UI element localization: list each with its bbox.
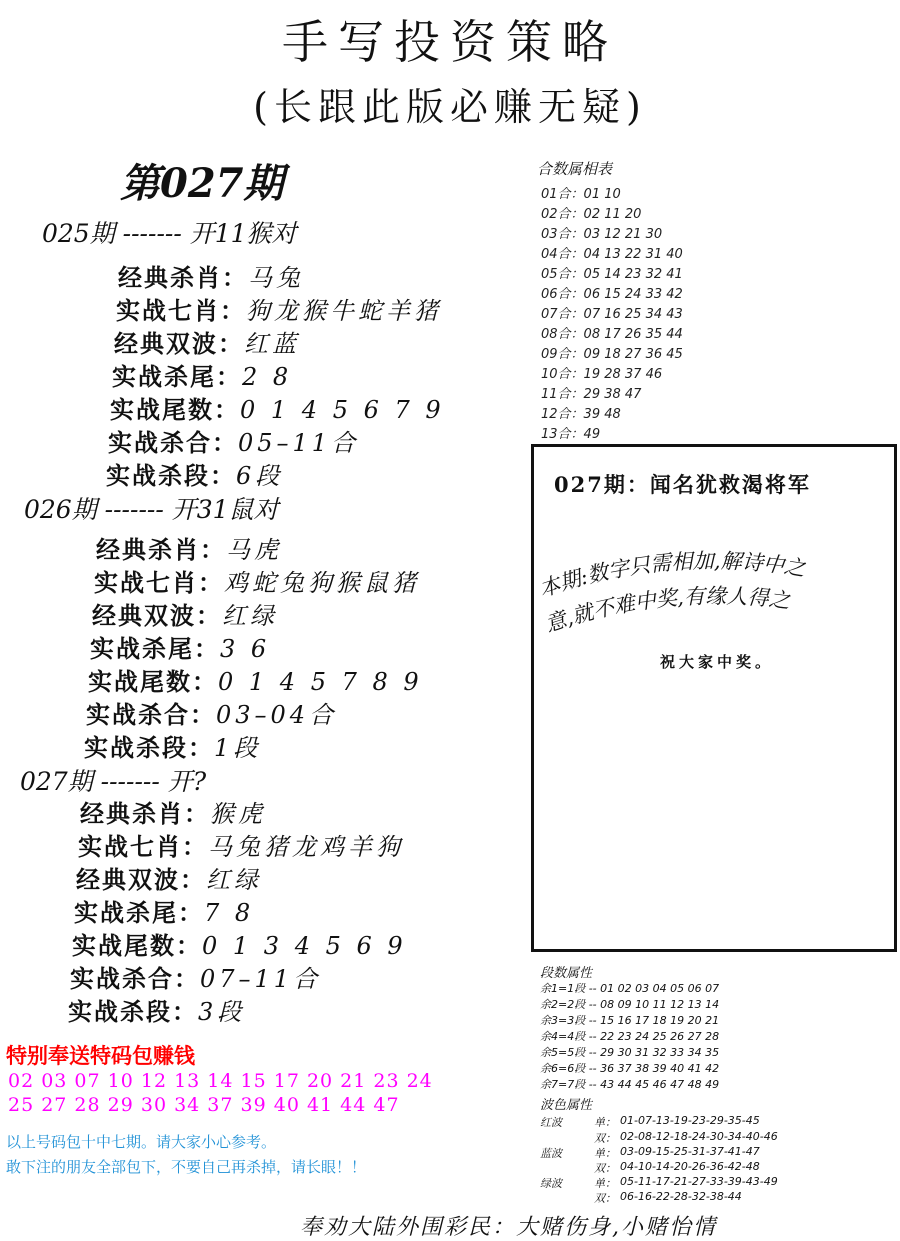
segment-row: 余7=7段 -- 43 44 45 46 47 48 49 [540, 1078, 720, 1091]
he-table-row: 03合：03 12 21 30 [541, 227, 663, 242]
he-table-row: 05合：05 14 23 32 41 [541, 267, 683, 282]
wave-row: 绿波 单： 05-11-17-21-27-33-39-43-49 [540, 1175, 778, 1190]
row-kill-sum: 实战杀合：05–11合 [108, 428, 360, 457]
row-kill-zodiac: 经典杀肖：马兔 [118, 263, 304, 292]
he-table-row: 06合：06 15 24 33 42 [541, 287, 683, 302]
page-title: 手写投资策略 [282, 15, 618, 69]
row-kill-zodiac: 经典杀肖：猴虎 [80, 799, 266, 828]
row-kill-zodiac: 经典杀肖：马虎 [96, 535, 282, 564]
row-kill-tail: 实战杀尾：2 8 [112, 362, 293, 391]
row-double-wave: 经典双波：红蓝 [114, 329, 300, 358]
period-head-027: 027期 ------- 开? [20, 767, 207, 796]
riddle-poem [534, 447, 900, 647]
segment-row: 余6=6段 -- 36 37 38 39 40 41 42 [540, 1062, 720, 1075]
segment-row: 余3=3段 -- 15 16 17 18 19 20 21 [540, 1014, 720, 1027]
row-tail-numbers: 实战尾数：0 1 4 5 6 7 9 [110, 395, 445, 424]
he-table-row: 08合：08 17 26 35 44 [541, 327, 683, 342]
notice-line-2: 敢下注的朋友全部包下，不要自己再杀掉，请长眼！！ [6, 1158, 367, 1176]
segment-row: 余5=5段 -- 29 30 31 32 33 34 35 [540, 1046, 720, 1059]
row-seven-zodiac: 实战七肖：马兔猪龙鸡羊狗 [78, 832, 404, 861]
he-table-row: 13合：49 [541, 427, 601, 442]
he-table-row: 02合：02 11 20 [541, 207, 642, 222]
row-double-wave: 经典双波：红绿 [92, 601, 278, 630]
row-kill-tail: 实战杀尾：3 6 [90, 634, 271, 663]
segment-row: 余2=2段 -- 08 09 10 11 12 13 14 [540, 998, 720, 1011]
row-seven-zodiac: 实战七肖：狗龙猴牛蛇羊猪 [116, 296, 442, 325]
poem-line-1: 本期:数字只需相加,解诗中之 [536, 548, 807, 602]
he-table-row: 07合：07 16 25 34 43 [541, 307, 683, 322]
blessing-text: 祝大家中奖。 [659, 653, 774, 671]
row-kill-segment: 实战杀段：6段 [106, 461, 284, 490]
special-numbers-line-1: 02 03 07 10 12 13 14 15 17 20 21 23 24 [8, 1070, 433, 1092]
he-table-row: 12合：39 48 [541, 407, 621, 422]
issue-title: 第027期 [120, 160, 284, 207]
special-numbers-line-2: 25 27 28 29 30 34 37 39 40 41 44 47 [8, 1094, 400, 1116]
he-table-row: 01合：01 10 [541, 187, 621, 202]
period-head-026: 026期 ------- 开31鼠对 [24, 495, 279, 524]
segment-row: 余1=1段 -- 01 02 03 04 05 06 07 [540, 982, 720, 995]
row-tail-numbers: 实战尾数：0 1 4 5 7 8 9 [88, 667, 423, 696]
segment-title: 段数属性 [540, 966, 593, 981]
page-subtitle: (长跟此版必赚无疑) [253, 85, 647, 129]
special-title: 特别奉送特码包赚钱 [6, 1043, 195, 1068]
he-table-row: 04合：04 13 22 31 40 [541, 247, 683, 262]
riddle-box [531, 444, 897, 952]
wave-row: 蓝波 单： 03-09-15-25-31-37-41-47 [540, 1145, 760, 1160]
row-seven-zodiac: 实战七肖：鸡蛇兔狗猴鼠猪 [94, 568, 420, 597]
row-kill-sum: 实战杀合：07–11合 [70, 964, 322, 993]
footer-text: 奉劝大陆外围彩民：大赌伤身,小赌怡情 [300, 1215, 717, 1240]
he-table-row: 10合：19 28 37 46 [541, 367, 663, 382]
row-kill-segment: 实战杀段：1段 [84, 733, 262, 762]
segment-row: 余4=4段 -- 22 23 24 25 26 27 28 [540, 1030, 720, 1043]
row-kill-sum: 实战杀合：03–04合 [86, 700, 338, 729]
row-tail-numbers: 实战尾数：0 1 3 4 5 6 9 [72, 931, 407, 960]
wave-title: 波色属性 [540, 1098, 593, 1113]
row-double-wave: 经典双波：红绿 [76, 865, 262, 894]
wave-row: 红波 单： 01-07-13-19-23-29-35-45 [540, 1114, 760, 1129]
he-table-row: 09合：09 18 27 36 45 [541, 347, 683, 362]
period-head-025: 025期 ------- 开11猴对 [42, 219, 297, 248]
riddle-title: 027期：闻名犹救渴将军 [554, 472, 811, 497]
notice-line-1: 以上号码包十中七期。请大家小心参考。 [6, 1133, 277, 1151]
he-table-row: 11合：29 38 47 [541, 387, 642, 402]
poem-line-2: 意,就不难中奖,有缘人得之 [542, 584, 792, 637]
row-kill-tail: 实战杀尾：7 8 [74, 898, 255, 927]
he-table-title: 合数属相表 [537, 160, 613, 178]
row-kill-segment: 实战杀段：3段 [68, 997, 246, 1026]
